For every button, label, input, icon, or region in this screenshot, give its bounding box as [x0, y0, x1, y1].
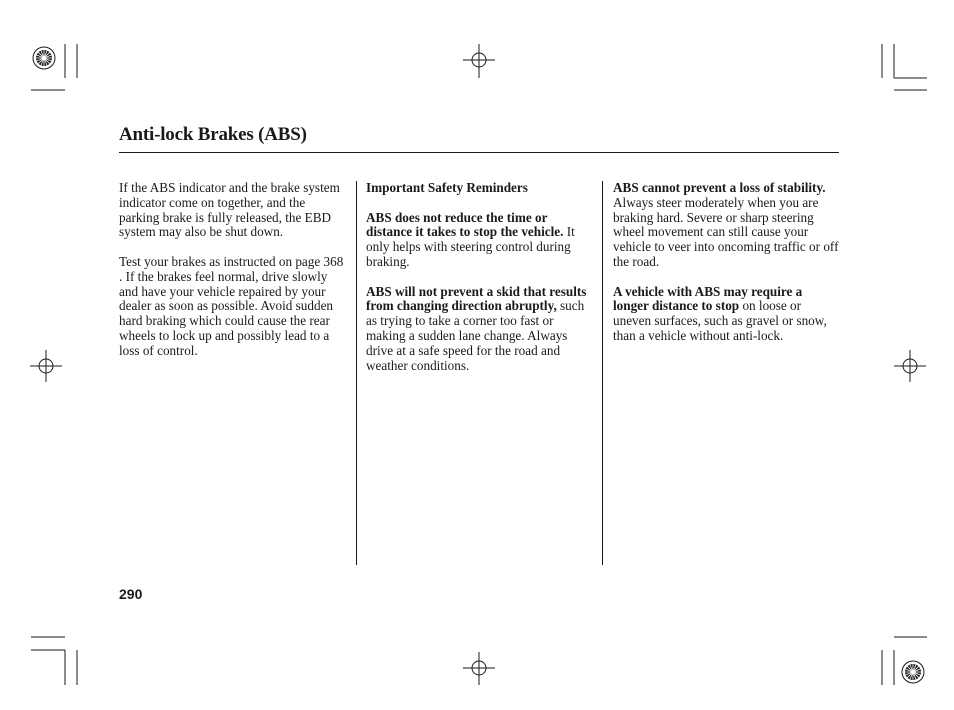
title-rule [119, 152, 839, 153]
column-3 [613, 181, 839, 359]
page-title: Anti-lock Brakes (ABS) [119, 124, 307, 145]
column-2 [366, 181, 588, 388]
crosshair-top-icon [463, 44, 495, 78]
paragraph-abs-longer-distance [613, 285, 839, 344]
column-divider-1 [356, 181, 357, 565]
column-1 [119, 181, 347, 373]
body-text: such as trying to take a corner too fast or making a sudden lane change. Always drive at a safe speed for the road and weather conditions. [366, 298, 585, 373]
crosshair-bottom-icon [463, 652, 495, 685]
paragraph-ebd-warning: If the ABS indicator and the brake system indicator come on together, and the parking brake is fully released, the EBD system may also be shut down. [119, 180, 340, 240]
bold-lead: ABS will not prevent a skid that results from changing direction abruptly, [366, 283, 587, 314]
registration-target-bottom-right-icon [902, 661, 924, 683]
paragraph-abs-stability [613, 181, 839, 270]
paragraph-abs-stop-distance [366, 211, 588, 270]
registration-target-top-left-icon [33, 47, 55, 69]
column-divider-2 [602, 181, 603, 565]
bold-lead: ABS does not reduce the time or distance it takes to stop the vehicle. [366, 209, 564, 240]
page-number: 290 [119, 586, 143, 602]
body-text: Always steer moderately when you are braking hard. Severe or sharp steering wheel movement can still cause your vehicle to veer into oncoming traffic or off the road. [613, 194, 839, 269]
section-heading [366, 181, 588, 196]
body-text: on loose or uneven surfaces, such as gravel or snow, than a vehicle without anti-lock. [613, 298, 827, 343]
safety-reminders-heading: Important Safety Reminders [366, 180, 528, 195]
bold-lead: ABS cannot prevent a loss of stability. [613, 180, 826, 195]
paragraph-test-brakes: Test your brakes as instructed on page 368 . If the brakes feel normal, drive slowly and have your vehicle repaired by your dealer as soon as possible. Avoid sudden hard braking which could cause the rear wheels to lock up and possibly lead to a loss of control. [119, 253, 344, 358]
crosshair-left-icon [30, 350, 62, 382]
bold-lead: A vehicle with ABS may require a longer distance to stop [613, 283, 803, 314]
paragraph-abs-skid [366, 285, 588, 374]
crosshair-right-icon [894, 350, 926, 382]
body-text: It only helps with steering control during braking. [366, 224, 575, 269]
